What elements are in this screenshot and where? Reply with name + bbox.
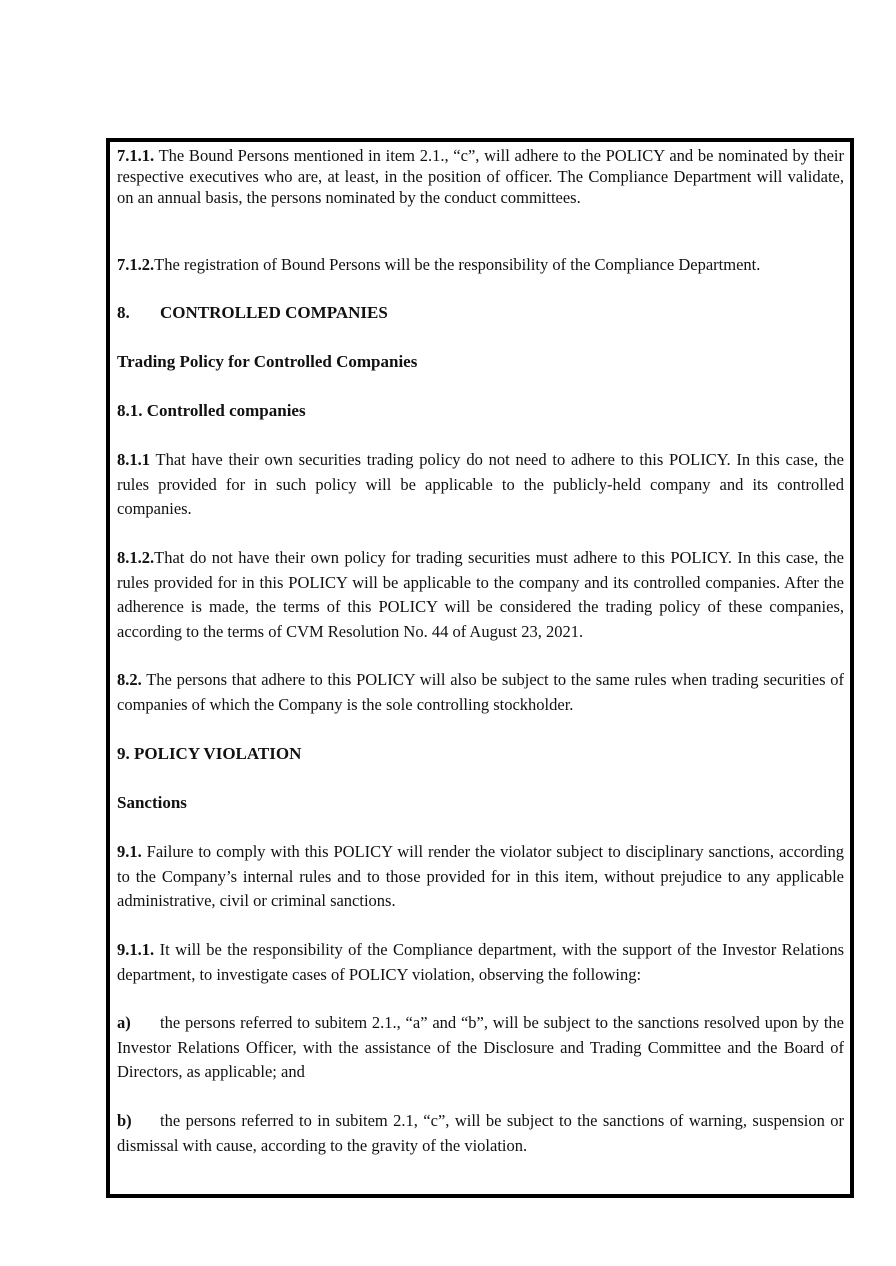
section-number: 8.1.2. [117,548,155,567]
section-number: 8.1.1 [117,450,150,469]
heading-section-8 [117,302,388,324]
paragraph-text: The registration of Bound Persons will be the responsibility of the Compliance Department. [154,255,761,274]
section-number: 7.1.2. [117,255,155,274]
heading-title: CONTROLLED COMPANIES [160,303,388,322]
list-item-text: the persons referred to subitem 2.1., “a” and “b”, will be subject to the sanctions resolved upon by the Investor Relations Officer, with the assistance of the Disclosure and Trading Committee and the Board of Directors, as applicable; and [117,1013,844,1082]
paragraph-text: That have their own securities trading policy do not need to adhere to this POLICY. In this case, the rules provided for in such policy will be applicable to the publicly-held company and its controlled companies. [117,450,845,519]
paragraph-text: That do not have their own policy for trading securities must adhere to this POLICY. In this case, the rules provided for in this POLICY will be applicable to the company and its controlled companies. After the adherence is made, the terms of this POLICY will be considered the trading policy of these companies, according to the terms of CVM Resolution No. 44 of August 23, 2021. [117,548,844,641]
section-number: 9.1. [117,842,142,861]
paragraph-7-1-1 [117,145,844,208]
paragraph-9-1-1 [117,938,844,987]
heading-section-9: 9. POLICY VIOLATION [117,744,302,763]
list-item-text: the persons referred to in subitem 2.1, “c”, will be subject to the sanctions of warning, suspension or dismissal with cause, according to the gravity of the violation. [117,1111,844,1155]
heading-sanctions: Sanctions [117,793,187,812]
list-item-b [117,1109,844,1158]
paragraph-9-1 [117,840,844,914]
list-item-a [117,1011,844,1085]
heading-8-1: 8.1. Controlled companies [117,401,306,420]
heading-trading-policy: Trading Policy for Controlled Companies [117,352,418,371]
paragraph-8-1-1 [117,448,844,522]
paragraph-text: Failure to comply with this POLICY will render the violator subject to disciplinary sanctions, according to the Company’s internal rules and to those provided for in this item, without prejudice to any applicable administrative, civil or criminal sanctions. [117,842,845,911]
paragraph-8-1-2 [117,546,844,644]
paragraph-text: The persons that adhere to this POLICY will also be subject to the same rules when trading securities of companies of which the Company is the sole controlling stockholder. [117,670,844,714]
paragraph-7-1-2 [117,254,844,275]
list-letter: a) [117,1013,131,1032]
section-number: 9.1.1. [117,940,155,959]
heading-number: 8. [117,303,130,322]
section-number: 8.2. [117,670,142,689]
paragraph-text: The Bound Persons mentioned in item 2.1., “c”, will adhere to the POLICY and be nominated by their respective executives who are, at least, in the position of officer. The Compliance Department will validate, on an annual basis, the persons nominated by the conduct committees. [117,146,844,207]
paragraph-text: It will be the responsibility of the Compliance department, with the support of the Investor Relations department, to investigate cases of POLICY violation, observing the following: [117,940,845,984]
list-letter: b) [117,1111,132,1130]
section-number: 7.1.1. [117,146,155,165]
paragraph-8-2 [117,668,844,717]
